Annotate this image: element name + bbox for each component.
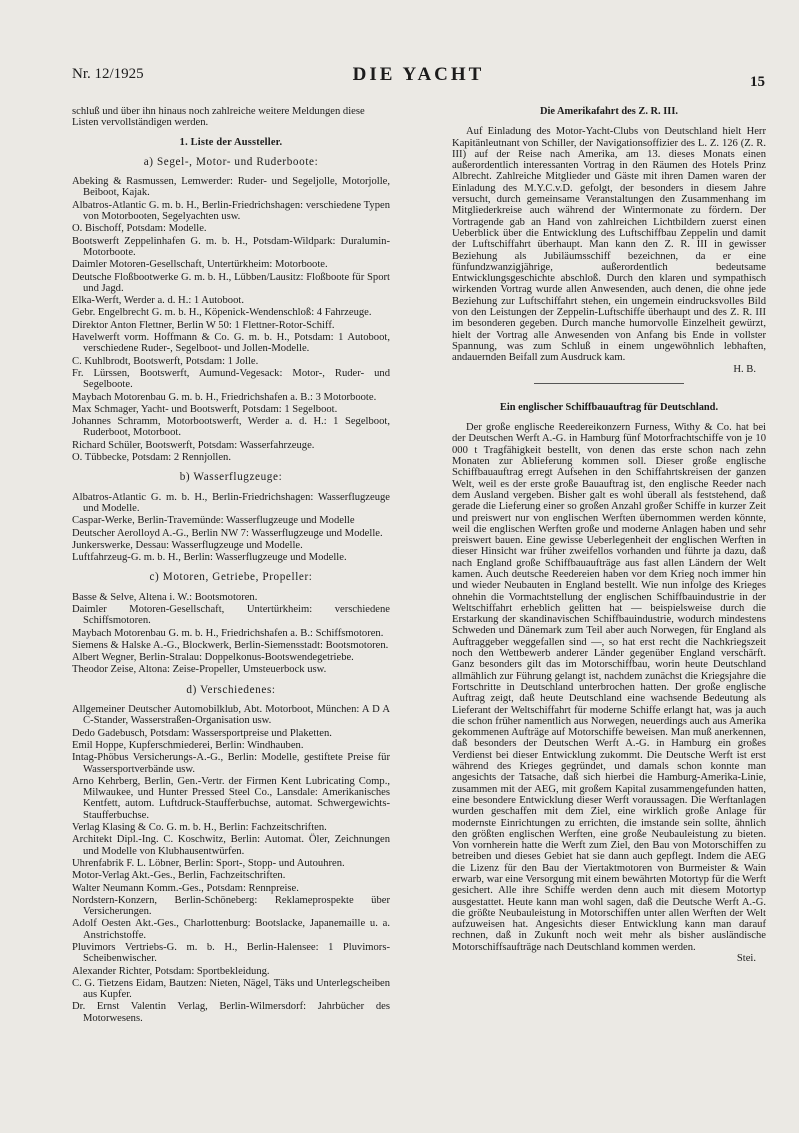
section-heading: c) Motoren, Getriebe, Propeller: [149,571,313,584]
exhibitor-entry: Caspar-Werke, Berlin-Travemünde: Wasserflugzeuge und Modelle [72,515,355,527]
exhibitor-entry: Fr. Lürssen, Bootswerft, Aumund-Vegesack: Motor-, Ruder- und Segelboote. [72,367,390,391]
exhibitor-entry: Bootswerft Zeppelinhafen G. m. b. H., Potsdam-Wildpark: Duralumin-Motorboote. [72,235,390,258]
exhibitor-entry: Gebr. Engelbrecht G. m. b. H., Köpenick-Wendenschloß: 4 Fahrzeuge. [72,307,372,319]
exhibitor-entry: O. Tübbecke, Potsdam: 2 Rennjollen. [72,452,231,464]
exhibitor-entry: Siemens & Halske A.-G., Blockwerk, Berlin-Siemensstadt: Bootsmotoren. [72,639,389,651]
exhibitor-entry: Pluvimors Vertriebs-G. m. b. H., Berlin-Halensee: 1 Pluvimors-Scheibenwischer. [72,942,390,965]
exhibitor-entry: Deutscher Aerolloyd A.-G., Berlin NW 7: Wasserflugzeuge und Modelle. [72,527,383,539]
exhibitor-entry: Alexander Richter, Potsdam: Sportbekleidung. [72,965,270,977]
section-heading: b) Wasserflugzeuge: [179,471,283,484]
page-number: 15 [750,74,765,90]
exhibitor-entry: Richard Schüler, Bootswerft, Potsdam: Wasserfahrzeuge. [72,439,315,451]
exhibitor-entry: Walter Neumann Komm.-Ges., Potsdam: Rennpreise. [72,882,299,894]
exhibitor-list [72,592,390,676]
exhibitor-entry: Dr. Ernst Valentin Verlag, Berlin-Wilmersdorf: Jahrbücher des Motorwesens. [72,1001,390,1024]
exhibitor-list [72,492,390,564]
masthead: DIE YACHT [352,64,485,85]
exhibitor-entry: Junkerswerke, Dessau: Wasserflugzeuge und Modelle. [72,539,303,551]
exhibitor-list [72,704,390,1024]
exhibitor-entry: Dedo Gadebusch, Potsdam: Wassersportpreise und Plaketten. [72,727,332,739]
issue-number: Nr. 12/1925 [72,66,144,82]
exhibitor-entry: Theodor Zeise, Altona: Zeise-Propeller, Umsteuerbock usw. [72,664,327,676]
exhibitor-sections [72,157,390,1024]
article-title-shipbuilding: Ein englischer Schiffbauauftrag für Deutschland. [499,401,719,413]
exhibitor-list-title: 1. Liste der Aussteller. [179,136,283,148]
exhibitor-entry: Arno Kehrberg, Berlin, Gen.-Vertr. der Firmen Kent Lubricating Comp., Milwaukee, und Hunter Pressed Steel Co., Lansdale: Amerikanisches Kentfett, autom. Luftdruck-Staufferbuchse, automat. Schwergewichts-Staufferbuchse. [72,775,390,821]
intro-text: schluß und über ihn hinaus noch zahlreiche weitere Meldungen diese Listen vervollständigen werden. [72,106,365,129]
article-signature-shipbuilding: Stei. [736,953,756,965]
exhibitor-entry: Uhrenfabrik F. L. Löbner, Berlin: Sport-, Stopp- und Autouhren. [72,857,345,869]
exhibitor-entry: Daimler Motoren-Gesellschaft, Untertürkheim: Motorboote. [72,259,328,271]
article-body-zr3: Auf Einladung des Motor-Yacht-Clubs von Deutschland hielt Herr Kapitänleutnant von Schiller, der Navigationsoffizier des L. Z. 126 (Z. R. III) auf der Reise nach Amerika, am 13. dieses Monats einen außerordentlich interessanten Vortrag in den Räumen des Hotels Prinz Albrecht. Zahlreiche Mitglieder und Gäste mit ihren Damen waren der Einladung des M.Y.C.v.D. gefolgt, der besonders in diesem Jahre versucht, durch gemeinsame Veranstaltungen den Zusammenhang im Mitgliederkreise auch während der Wintermonate zu fördern. Der Vortragende gab an Hand von zahlreichen Lichtbildern zuerst einen Ueberblick über die Entwicklung des Luftschiffbau Zeppelin und damit der Luftschiffahrt überhaupt. Man kann den Z. R. III in gewisser Beziehung als Jubiläumsschiff bezeichnen, da er eine fünfundzwanzigjährige, außerordentlich bedeutsame Entwicklungsgeschichte abschloß. Durch den klaren und sympathisch wirkenden Vortrag wurde allen Anwesenden, auch denen, die ohne jede Beziehung zur Luftschiffahrt stehen, ein ungemein eindrucksvolles Bild von den Leistungen der Zeppelin-Luftschiffe überhaupt und des Z. R. III im besonderen gegeben. Durch manche humorvolle Einzelheit gewürzt, hielt der Vortrag alle Anwesenden von Anfang bis Ende in vollster Spannung, was zum Schluß in einem ungewöhnlich lebhaften, andauernden Beifall zum Ausdruck kam. [452,126,766,364]
article-divider [534,383,684,384]
exhibitor-entry: Direktor Anton Flettner, Berlin W 50: 1 Flettner-Rotor-Schiff. [72,319,335,331]
exhibitor-entry: Luftfahrzeug-G. m. b. H., Berlin: Wasserflugzeuge und Modelle. [72,552,347,564]
exhibitor-entry: Elka-Werft, Werder a. d. H.: 1 Autoboot. [72,295,244,307]
article-title-zr3: Die Amerikafahrt des Z. R. III. [540,106,678,117]
article-signature-zr3: H. B. [733,363,756,375]
exhibitor-entry: Daimler Motoren-Gesellschaft, Untertürkheim: verschiedene Schiffsmotoren. [72,603,390,627]
exhibitor-entry: Maybach Motorenbau G. m. b. H., Friedrichshafen a. B.: Schiffsmotoren. [72,627,384,639]
article-body-shipbuilding: Der große englische Reedereikonzern Furness, Withy & Co. hat bei der Deutschen Werft A.-G. in Hamburg fünf Motorfrachtschiffe von je 10 000 t Tragfähigkeit bestellt, von denen das erste schon nach zehn Monaten zur Ablieferung kommen soll. Dieser große englische Schiffbauauftrag erregt Aufsehen in den Schiffahrtskreisen der ganzen Welt, weil es der erste große Bauauftrag ist, den englische Reeder nach dem Ausland vergeben. Bisher galt es wohl überall als feststehend, daß gerade die Lieferung einer so großen Anzahl großer Schiffe in kurzer Zeit und preiswert nur von englischen Werften übernommen werden könnte, weil die englischen Werften große und moderne Anlagen haben und sehr preiswert bauen. Eine gewisse Ueberlegenheit der englischen Werften in dieser Hinsicht war früher zweifellos vorhanden und führte ja dazu, daß nach England große Schiffbauaufträge aus fast allen Ländern der Welt kamen. Auch deutsche Reedereien haben vor dem Krieg noch immer hin und wieder Neubauten in England bestellt. Wie nun infolge des Krieges ohnehin die Vormachtstellung der englischen Schiffbauindustrie in der Weltschiffahrt erheblich gelitten hat — beispielsweise durch die Erstarkung der skandinavischen Schiffbauindustrie, wodurch mindestens Schweden und Dänemark zum Teil aber auch Norwegen, für England als Auftraggeber weggefallen sind —, so hat erst recht die Nachkriegszeit noch den Wettbewerb anderer Länder gegenüber England verschärft. Ganz besonders gilt das im Motorschiffbau, worin heute Deutschland allmählich zur Führung gelangt ist, nachdem zunächst die Kriegsjahre die Fortschritte in Deutschland unterbrochen hatten. Der große englische Auftrag zeigt, daß heute Deutschland eine wachsende Bedeutung als Lieferant der Weltschiffahrt für moderne Schiffe erlangt hat, was ja auch die schon früher namentlich aus Norwegen, neuerdings auch aus Amerika gekommenen Aufträge auf Motorschiffe beweisen. Man muß anerkennen, daß besonders der Deutschen Werft A.-G. in Hamburg ein großes Verdienst bei dieser Entwicklung zukommt. Die Deutsche Werft ist erst während des Krieges gegründet, und damals schon konnte man angesichts der Tatsache, daß sich hierbei die Hamburg-Amerika-Linie, zusammen mit der AEG, mit großem Kapital zusammengefunden hatten, eine besondere Entwicklung dieser Werft voraussagen. Die Werftanlagen wurden geschaffen mit dem Ziel, eine wirklich große Anlage für modernste Einrichtungen zu errichten, die imstande sein sollte, ähnlich den größten englischen Werften, eine große Neubauleistung zu bieten. Von vornherein hatte die Werft zum Ziel, den Bau von Motorschiffen zu betreiben und dieses Gebiet hat sie dann auch gepflegt. Indem die AEG die Lizenz für den Bau der Viertaktmotoren von Burmeister & Wain erwarb, war eine Versorgung mit einem bewährten Motortyp für die Werft gesichert. Alle ihre Schiffe werden denn auch mit diesem Motortyp ausgestattet. Heute kann man wohl sagen, daß die Deutsche Werft A.-G. die größte Neubauleistung in Motorschiffen unter allen Werften der Welt aufzuweisen hat. Angesichts dieser Entwicklung kann man darauf rechnen, daß in Zukunft noch weit mehr als bisher ausländische Motorschiffsaufträge nach Deutschland kommen werden. [452,422,766,953]
exhibitor-entry: Adolf Oesten Akt.-Ges., Charlottenburg: Bootslacke, Japanemaille u. a. Anstrichstoffe. [72,918,390,941]
exhibitor-entry: Allgemeiner Deutscher Automobilklub, Abt. Motorboot, München: A D A C-Stander, Wasserstraßen-Organisation usw. [72,704,390,727]
exhibitor-entry: Havelwerft vorm. Hoffmann & Co. G. m. b. H., Potsdam: 1 Autoboot, verschiedene Ruder-, Segelboot- und Jollen-Modelle. [72,332,390,355]
exhibitor-entry: C. Kuhlbrodt, Bootswerft, Potsdam: 1 Jolle. [72,355,259,367]
exhibitor-entry: Basse & Selve, Altena i. W.: Bootsmotoren. [72,591,258,603]
exhibitor-entry: Albatros-Atlantic G. m. b. H., Berlin-Friedrichshagen: verschiedene Typen von Motorbooten, Segelyachten usw. [72,199,390,223]
exhibitor-entry: Albatros-Atlantic G. m. b. H., Berlin-Friedrichshagen: Wasserflugzeuge und Modelle. [72,491,390,514]
exhibitor-entry: C. G. Tietzens Eidam, Bautzen: Nieten, Nägel, Täks und Unterlegscheiben aus Kupfer. [72,977,390,1001]
section-heading: d) Verschiedenes: [186,683,276,696]
exhibitor-entry: Nordstern-Konzern, Berlin-Schöneberg: Reklameprospekte über Versicherungen. [72,894,390,918]
exhibitor-entry: Abeking & Rasmussen, Lemwerder: Ruder- und Segeljolle, Motorjolle, Beiboot, Kajak. [72,176,390,199]
exhibitor-entry: Maybach Motorenbau G. m. b. H., Friedrichshafen a. B.: 3 Motorboote. [72,391,377,403]
exhibitor-entry: Johannes Schramm, Motorbootswerft, Werder a. d. H.: 1 Segelboot, Ruderboot, Motorboot. [72,416,390,439]
exhibitor-entry: Max Schmager, Yacht- und Bootswerft, Potsdam: 1 Segelboot. [72,403,338,415]
left-column [72,106,390,1025]
exhibitor-list [72,176,390,463]
exhibitor-entry: Albert Wegner, Berlin-Stralau: Doppelkonus-Bootswendegetriebe. [72,652,354,664]
exhibitor-entry: Emil Hoppe, Kupferschmiederei, Berlin: Windhauben. [72,739,304,751]
exhibitor-entry: O. Bischoff, Potsdam: Modelle. [72,223,207,235]
exhibitor-entry: Intag-Phöbus Versicherungs-A.-G., Berlin: Modelle, gestiftete Preise für Wassersportverbände usw. [72,752,390,775]
exhibitor-entry: Architekt Dipl.-Ing. C. Koschwitz, Berlin: Automat. Öler, Zeichnungen und Modelle von Klubhausentwürfen. [72,834,390,857]
page-header [72,64,765,88]
exhibitor-entry: Motor-Verlag Akt.-Ges., Berlin, Fachzeitschriften. [72,870,286,882]
exhibitor-entry: Verlag Klasing & Co. G. m. b. H., Berlin: Fachzeitschriften. [72,822,327,834]
exhibitor-entry: Deutsche Floßbootwerke G. m. b. H., Lübben/Lausitz: Floßboote für Sport und Jagd. [72,271,390,294]
right-column [452,106,766,964]
section-heading: a) Segel-, Motor- und Ruderboote: [143,155,319,168]
